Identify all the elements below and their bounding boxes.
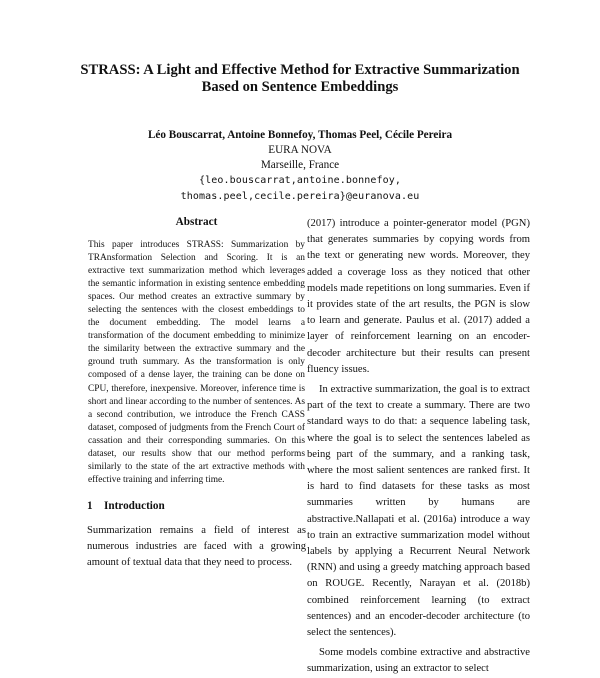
intro-paragraph: Summarization remains a field of interest as numerous industries are faced with a growing amount of textual data that they need to process. [87,524,306,569]
right-paragraph-3: Some models combine extractive and abstractive summarization, using an extractor to select [307,647,530,675]
paper-header [0,62,600,205]
abstract-text: This paper introduces STRASS: Summarization by TRAnsformation Selection and Scoring. It is an extractive text summarization method which leverages the semantic information in existing sentence embedding spaces. Our method creates an extractive summary by selecting the sentences with the closest embeddings to the document embedding. The model learns a transformation of the document embedding to minimize the similarity between the extractive summary and the ground truth summary. As the transformation is only composed of a dense layer, the training can be done on CPU, therefore, inexpensive. Moreover, inference time is short and linear according to the number of sentences. As a second contribution, we introduce the French CASS dataset, composed of judgments from the French Court of cassation and their corresponding summaries. On this dataset, our results show that our method performs similarly to the state of the art extractive methods with effective training and inferring time. [88,240,305,485]
section-heading-introduction [87,499,306,513]
right-paragraph-1: (2017) introduce a pointer-generator model (PGN) that generates summaries by copying words from the text or generating new words. Moreover, they added a coverage loss as they noticed that other models made repetitions on long summaries. Even if it provides state of the art results, the PGN is slow to learn and generate. Paulus et al. (2017) added a layer of reinforcement learning on an encoder-decoder architecture but their results can present fluency issues. [307,218,531,375]
left-column [87,215,306,572]
author-block [0,128,600,205]
paper-title [0,62,600,96]
abstract-heading: Abstract [175,216,218,228]
right-column [307,216,530,678]
paper-title-line-1: STRASS: A Light and Effective Method for Extractive Summarization [80,62,520,78]
email-line-2: thomas.peel,cecile.pereira}@euranova.eu [180,191,420,202]
affiliation: EURA NOVA [268,144,332,156]
location: Marseille, France [260,159,340,171]
email-line-1: {leo.bouscarrat,antoine.bonnefoy, [199,175,401,186]
right-paragraph-2: In extractive summarization, the goal is to extract part of the text to create a summary. There are two standard ways to do that: a sequence labeling task, where the goal is to select the sentences labeled as being part of the summary, and a ranking task, where the most salient sentences are ranked first. It is hard to find datasets for these tasks as most summaries written by humans are abstractive.Nallapati et al. (2016a) introduce a way to train an extractive summarization model without labels by applying a Recurrent Neural Network (RNN) and using a greedy matching approach based on ROUGE. Recently, Narayan et al. (2018b) combined reinforcement learning (to extract sentences) and an encoder-decoder architecture (to select the sentences). [307,384,530,639]
section-title: Introduction [104,499,165,512]
author-names: Léo Bouscarrat, Antoine Bonnefoy, Thomas Peel, Cécile Pereira [147,129,453,141]
section-number: 1 [87,499,93,512]
paper-title-line-2: Based on Sentence Embeddings [201,79,399,95]
